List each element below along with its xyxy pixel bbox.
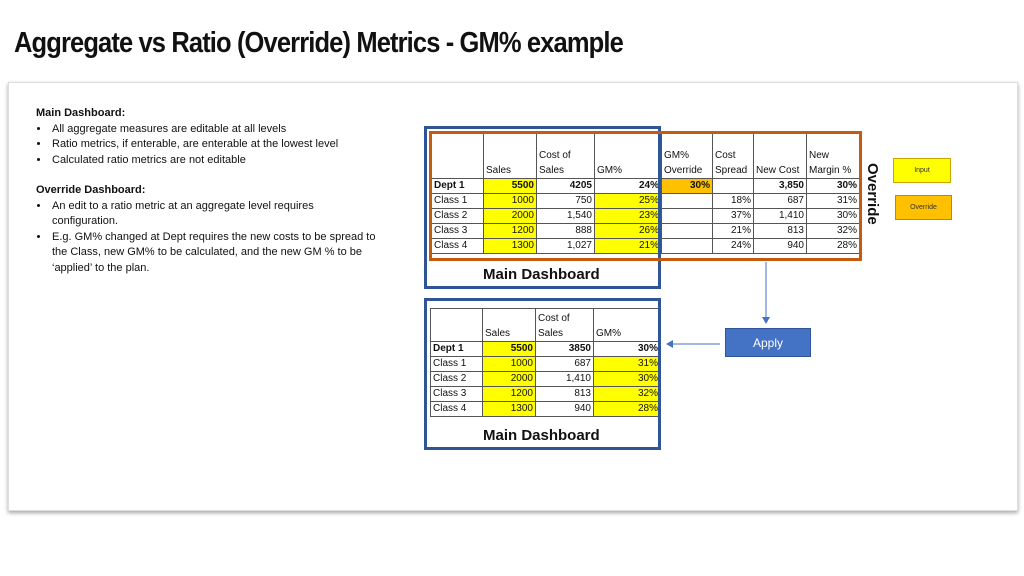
column-header: New Cost	[754, 134, 807, 179]
row-label: Dept 1	[432, 179, 484, 194]
table-cell: 1,410	[536, 372, 594, 387]
table-cell: 813	[536, 387, 594, 402]
override-dashboard-heading: Override Dashboard:	[36, 184, 146, 196]
table-cell: 28%	[807, 239, 860, 254]
table-cell: 687	[754, 194, 807, 209]
table-cell[interactable]: 1000	[484, 194, 537, 209]
column-header: Cost of Sales	[537, 134, 595, 179]
slide-title: Aggregate vs Ratio (Override) Metrics - GM% example	[14, 27, 623, 59]
table-cell: 18%	[713, 194, 754, 209]
table-cell[interactable]: 1300	[483, 402, 536, 417]
table-cell: 30%	[807, 209, 860, 224]
main-dashboard-heading: Main Dashboard:	[36, 107, 126, 119]
bullet: • All aggregate measures are editable at all levels	[50, 122, 376, 138]
legend-input: Input	[893, 158, 951, 183]
table-cell[interactable]: 5500	[483, 342, 536, 357]
table-cell[interactable]: 30%	[594, 372, 661, 387]
row-label: Class 1	[432, 194, 484, 209]
table-cell[interactable]: 32%	[594, 387, 661, 402]
row-label: Class 4	[431, 402, 483, 417]
bullet: • An edit to a ratio metric at an aggregate level requires configuration.	[50, 199, 376, 230]
override-caption: Override	[864, 163, 881, 225]
notes	[36, 106, 376, 291]
table-cell: 813	[754, 224, 807, 239]
table-cell: 940	[536, 402, 594, 417]
table-cell: 24%	[713, 239, 754, 254]
legend-override: Override	[895, 195, 952, 220]
table-cell[interactable]: 21%	[595, 239, 662, 254]
table-cell: 30%	[807, 179, 860, 194]
table-cell: 1,027	[537, 239, 595, 254]
row-label: Class 3	[432, 224, 484, 239]
table-cell[interactable]: 5500	[484, 179, 537, 194]
table-cell[interactable]: 28%	[594, 402, 661, 417]
table-cell: 1,410	[754, 209, 807, 224]
table-cell[interactable]: 23%	[595, 209, 662, 224]
table-cell[interactable]: 2000	[484, 209, 537, 224]
apply-button[interactable]: Apply	[725, 328, 811, 357]
table-cell[interactable]: 1000	[483, 357, 536, 372]
table-cell: 32%	[807, 224, 860, 239]
table-cell[interactable]: 1200	[484, 224, 537, 239]
column-header: New Margin %	[807, 134, 860, 179]
bullet: • Calculated ratio metrics are not editable	[50, 153, 376, 169]
table-cell[interactable]: 30%	[662, 179, 713, 194]
row-label: Class 2	[432, 209, 484, 224]
row-label: Class 4	[432, 239, 484, 254]
table-cell: 3,850	[754, 179, 807, 194]
column-header: GM%	[595, 134, 662, 179]
table-cell: 888	[537, 224, 595, 239]
column-header: Sales	[483, 309, 536, 342]
table-cell[interactable]: 1200	[483, 387, 536, 402]
table-cell: 3850	[536, 342, 594, 357]
column-header: GM% Override	[662, 134, 713, 179]
bullet: • Ratio metrics, if enterable, are enterable at the lowest level	[50, 137, 376, 153]
table-cell: 4205	[537, 179, 595, 194]
row-label: Class 1	[431, 357, 483, 372]
table-cell[interactable]: 1300	[484, 239, 537, 254]
column-header: Cost of Sales	[536, 309, 594, 342]
main-dashboard-caption: Main Dashboard	[483, 266, 600, 283]
row-label: Dept 1	[431, 342, 483, 357]
table-cell[interactable]: 2000	[483, 372, 536, 387]
table-cell[interactable]: 31%	[594, 357, 661, 372]
table-cell: 1,540	[537, 209, 595, 224]
column-header: Cost Spread	[713, 134, 754, 179]
bullet: • E.g. GM% changed at Dept requires the new costs to be spread to the Class, new GM% to be calculated, and the new GM % to be ‘applied’ to the plan.	[50, 230, 376, 277]
table-cell[interactable]: 26%	[595, 224, 662, 239]
main-dashboard-caption-applied: Main Dashboard	[483, 427, 600, 444]
table-cell: 37%	[713, 209, 754, 224]
override-box	[429, 131, 862, 261]
table-cell: 30%	[594, 342, 661, 357]
table-cell: 21%	[713, 224, 754, 239]
row-label: Class 2	[431, 372, 483, 387]
table-cell: 687	[536, 357, 594, 372]
table-cell: 31%	[807, 194, 860, 209]
table-cell: 940	[754, 239, 807, 254]
column-header: Sales	[484, 134, 537, 179]
table-cell: 750	[537, 194, 595, 209]
table-cell: 24%	[595, 179, 662, 194]
table-cell[interactable]: 25%	[595, 194, 662, 209]
column-header: GM%	[594, 309, 661, 342]
row-label: Class 3	[431, 387, 483, 402]
